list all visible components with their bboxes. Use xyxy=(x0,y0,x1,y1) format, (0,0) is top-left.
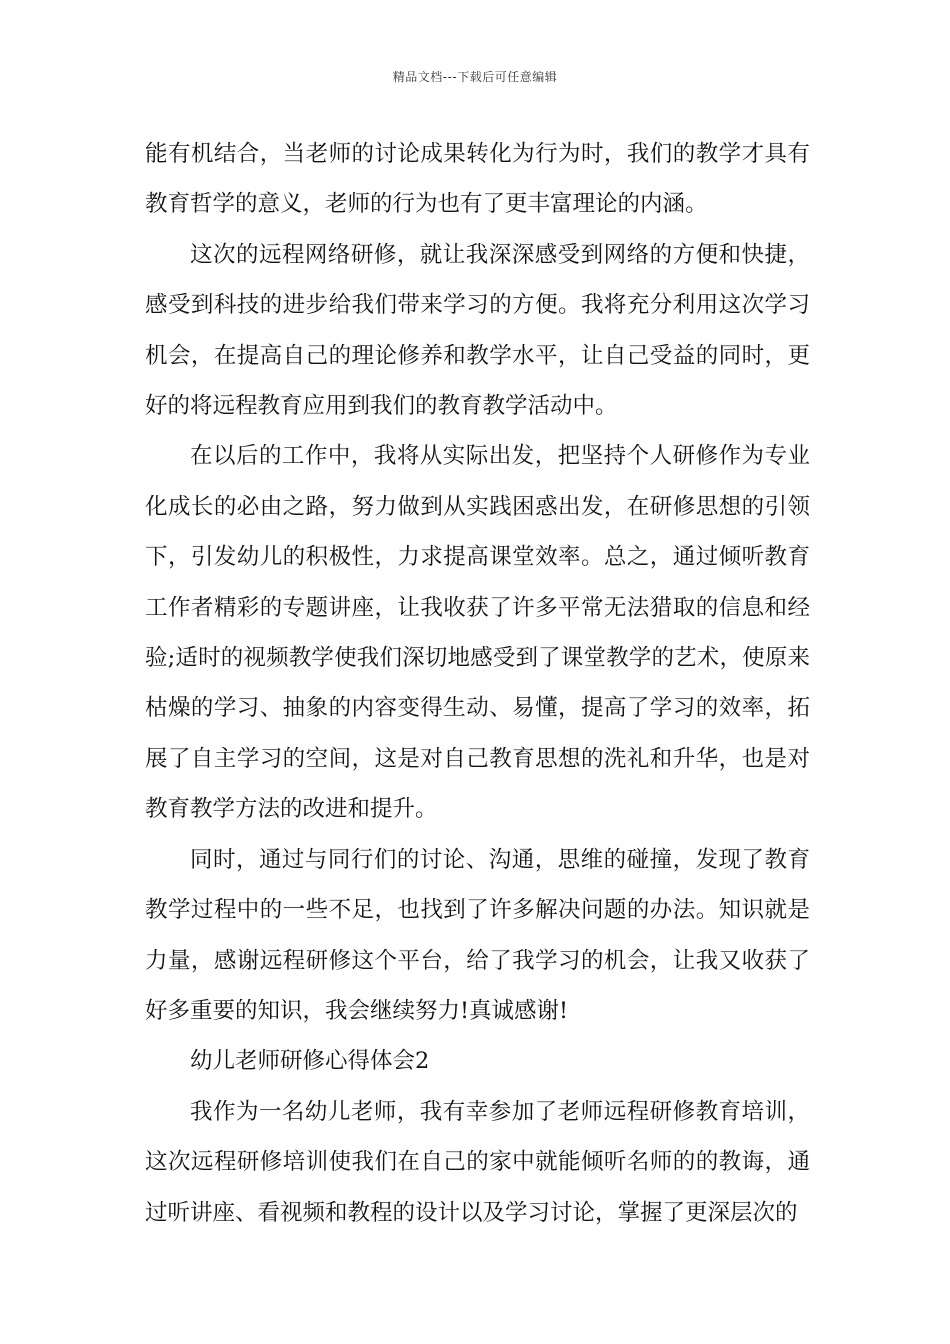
paragraph-continuation: 能有机结合，当老师的讨论成果转化为行为时，我们的教学才具有教育哲学的意义，老师的行为也有了更丰富理论的内涵。 xyxy=(145,141,810,218)
page-header: 精品文档---下载后可任意编辑 xyxy=(392,70,558,84)
paragraph: 我作为一名幼儿老师，我有幸参加了老师远程研修教育培训，这次远程研修培训使我们在自己的家中就能倾听名师的的教诲，通过听讲座、看视频和教程的设计以及学习讨论，掌握了更深层次的 xyxy=(145,1098,810,1226)
section-heading: 幼儿老师研修心得体会2 xyxy=(190,1048,430,1075)
paragraph: 在以后的工作中，我将从实际出发，把坚持个人研修作为专业化成长的必由之路，努力做到从实践困惑出发，在研修思想的引领下，引发幼儿的积极性，力求提高课堂效率。总之，通过倾听教育工作者精彩的专题讲座，让我收获了许多平常无法猎取的信息和经验;适时的视频教学使我们深切地感受到了课堂教学的艺术，使原来枯燥的学习、抽象的内容变得生动、易懂，提高了学习的效率，拓展了自主学习的空间，这是对自己教育思想的洗礼和升华，也是对教育教学方法的改进和提升。 xyxy=(145,443,810,823)
paragraph: 这次的远程网络研修，就让我深深感受到网络的方便和快捷，感受到科技的进步给我们带来学习的方便。我将充分利用这次学习机会，在提高自己的理论修养和教学水平，让自己受益的同时，更好的将远程教育应用到我们的教育教学活动中。 xyxy=(145,241,810,420)
paragraph: 同时，通过与同行们的讨论、沟通，思维的碰撞，发现了教育教学过程中的一些不足，也找到了许多解决问题的办法。知识就是力量，感谢远程研修这个平台，给了我学习的机会，让我又收获了好多重要的知识，我会继续努力!真诚感谢! xyxy=(145,846,810,1024)
document-body xyxy=(145,129,810,1238)
